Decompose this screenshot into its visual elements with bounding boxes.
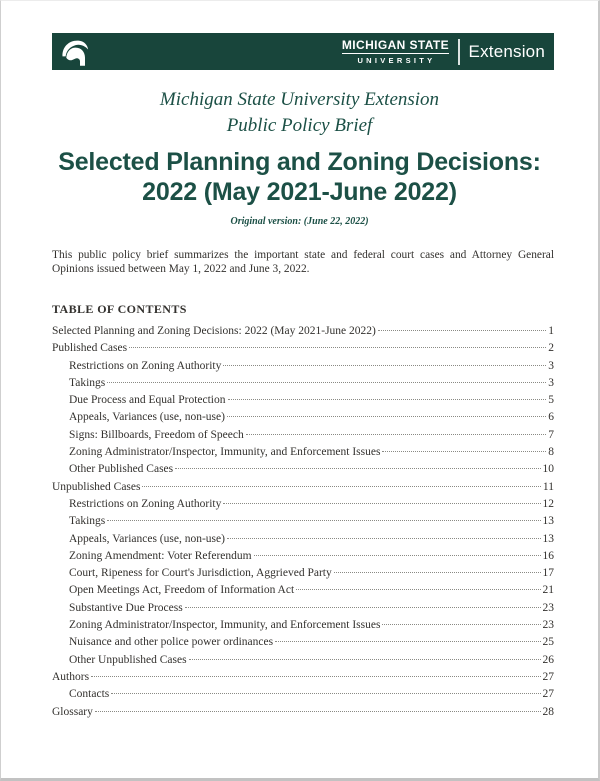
- masthead-line2: Public Policy Brief: [226, 115, 373, 136]
- toc-entry[interactable]: [52, 323, 554, 340]
- toc-entry[interactable]: [52, 669, 554, 686]
- toc-entry-label: Open Meetings Act, Freedom of Information Act: [69, 584, 295, 597]
- msu-brand-bar: [52, 33, 554, 70]
- toc-dot-leader: [334, 572, 541, 573]
- toc-entry-label: Zoning Amendment: Voter Referendum: [69, 549, 252, 562]
- toc-entry-label: Authors: [52, 670, 90, 683]
- toc-entry-label: Contacts: [69, 688, 110, 701]
- toc-entry-label: Substantive Due Process: [69, 601, 183, 614]
- toc-entry-label: Other Unpublished Cases: [69, 653, 187, 666]
- toc-entry-label: Zoning Administrator/Inspector, Immunity, and Enforcement Issues: [69, 446, 381, 459]
- toc-entry[interactable]: [52, 409, 554, 426]
- toc-page-number: 23: [542, 601, 554, 614]
- toc-page-number: 17: [542, 567, 554, 580]
- toc-entry-label: Appeals, Variances (use, non-use): [69, 532, 225, 545]
- toc-dot-leader: [185, 607, 541, 608]
- version-note: Original version: (June 22, 2022): [230, 216, 369, 227]
- toc-page-number: 3: [548, 376, 554, 389]
- toc-entry[interactable]: [52, 548, 554, 565]
- toc-page-number: 27: [542, 670, 554, 683]
- toc-list: [52, 323, 554, 721]
- toc-dot-leader: [129, 347, 546, 348]
- toc-entry[interactable]: [52, 461, 554, 478]
- toc-entry-label: Restrictions on Zoning Authority: [69, 359, 222, 372]
- toc-page-number: 7: [548, 428, 554, 441]
- toc-dot-leader: [223, 503, 540, 504]
- toc-dot-leader: [189, 659, 541, 660]
- toc-page-number: 16: [542, 549, 554, 562]
- toc-entry-label: Takings: [69, 376, 106, 389]
- toc-entry-label: Zoning Administrator/Inspector, Immunity, and Enforcement Issues: [69, 619, 381, 632]
- toc-entry-label: Selected Planning and Zoning Decisions: 2022 (May 2021-June 2022): [52, 325, 376, 337]
- toc-dot-leader: [275, 641, 540, 642]
- toc-dot-leader: [378, 330, 546, 331]
- document-title: [1, 147, 598, 207]
- toc-page-number: 28: [542, 705, 554, 718]
- toc-entry[interactable]: [52, 686, 554, 703]
- toc-dot-leader: [175, 468, 540, 469]
- wordmark-university: UNIVERSITY: [357, 55, 436, 65]
- toc-page-number: 3: [548, 359, 554, 372]
- toc-dot-leader: [111, 693, 540, 694]
- toc-entry-label: Court, Ripeness for Court's Jurisdiction, Aggrieved Party: [69, 567, 332, 580]
- toc-dot-leader: [227, 416, 546, 417]
- toc-entry-label: Unpublished Cases: [52, 480, 141, 493]
- brand-divider: [458, 39, 460, 65]
- toc-dot-leader: [95, 711, 541, 712]
- toc-entry-label: Signs: Billboards, Freedom of Speech: [69, 428, 244, 441]
- toc-dot-leader: [254, 555, 541, 556]
- toc-entry[interactable]: [52, 704, 554, 721]
- toc-page-number: 13: [542, 515, 554, 528]
- toc-entry-label: Due Process and Equal Protection: [69, 394, 226, 407]
- toc-entry[interactable]: [52, 427, 554, 444]
- toc-heading: TABLE OF CONTENTS: [52, 302, 187, 316]
- toc-dot-leader: [227, 538, 541, 539]
- toc-entry[interactable]: [52, 582, 554, 599]
- toc-page-number: 25: [542, 636, 554, 649]
- toc-page-number: 27: [542, 688, 554, 701]
- toc-entry[interactable]: [52, 617, 554, 634]
- toc-page-number: 21: [542, 584, 554, 597]
- toc-dot-leader: [91, 676, 540, 677]
- toc-entry-label: Glossary: [52, 705, 93, 718]
- toc-dot-leader: [107, 520, 540, 521]
- document-title-line1: Selected Planning and Zoning Decisions:: [58, 148, 541, 176]
- toc-dot-leader: [223, 365, 546, 366]
- toc-page-number: 10: [542, 463, 554, 476]
- toc-entry[interactable]: [52, 565, 554, 582]
- msu-wordmark-group: [342, 39, 554, 65]
- toc-page-number: 23: [542, 619, 554, 632]
- toc-entry[interactable]: [52, 358, 554, 375]
- toc-page-number: 8: [548, 446, 554, 459]
- toc-dot-leader: [107, 382, 546, 383]
- toc-entry[interactable]: [52, 496, 554, 513]
- toc-entry[interactable]: [52, 652, 554, 669]
- toc-page-number: 6: [548, 411, 554, 424]
- masthead: [1, 87, 598, 139]
- toc-page-number: 1: [548, 325, 554, 337]
- toc-dot-leader: [142, 486, 540, 487]
- toc-entry-label: Restrictions on Zoning Authority: [69, 497, 222, 510]
- toc-dot-leader: [246, 434, 547, 435]
- toc-entry[interactable]: [52, 634, 554, 651]
- toc-page-number: 26: [542, 653, 554, 666]
- toc-entry[interactable]: [52, 375, 554, 392]
- toc-page-number: 2: [548, 342, 554, 355]
- toc-entry[interactable]: [52, 600, 554, 617]
- toc-page-number: 12: [542, 497, 554, 510]
- toc-entry[interactable]: [52, 340, 554, 357]
- toc-page-number: 5: [548, 394, 554, 407]
- toc-dot-leader: [228, 399, 547, 400]
- toc-entry[interactable]: [52, 392, 554, 409]
- toc-entry[interactable]: [52, 479, 554, 496]
- toc-entry-label: Other Published Cases: [69, 463, 174, 476]
- toc-dot-leader: [382, 451, 546, 452]
- toc-dot-leader: [382, 624, 540, 625]
- masthead-line1: Michigan State University Extension: [159, 89, 440, 110]
- toc-page-number: 11: [542, 480, 554, 493]
- toc-entry[interactable]: [52, 531, 554, 548]
- toc-entry-label: Published Cases: [52, 342, 128, 355]
- intro-paragraph: This public policy brief summarizes the important state and federal court cases and Attorney General Opinions issued between May 1, 2022 and June 3, 2022.: [52, 249, 554, 275]
- document-title-line2: 2022 (May 2021-June 2022): [142, 178, 457, 206]
- toc-entry[interactable]: [52, 513, 554, 530]
- spartan-helmet-icon: [60, 37, 90, 67]
- extension-label: Extension: [468, 41, 545, 61]
- toc-entry-label: Appeals, Variances (use, non-use): [69, 411, 225, 424]
- toc-entry-label: Nuisance and other police power ordinances: [69, 636, 274, 649]
- wordmark-michigan-state: MICHIGAN STATE: [341, 37, 450, 52]
- toc-entry-label: Takings: [69, 515, 106, 528]
- toc-dot-leader: [296, 589, 540, 590]
- msu-wordmark: [342, 39, 449, 65]
- toc-page-number: 13: [542, 532, 554, 545]
- toc-entry[interactable]: [52, 444, 554, 461]
